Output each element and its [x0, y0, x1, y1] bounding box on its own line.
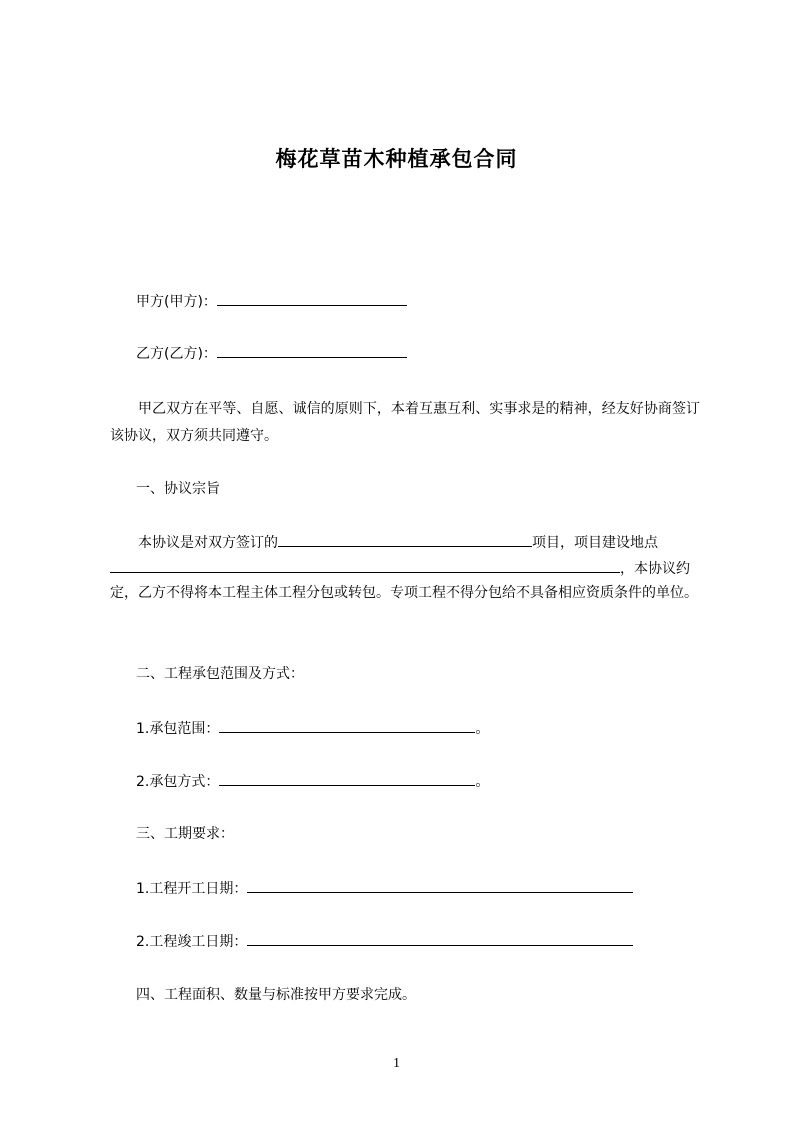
start-date-blank	[247, 878, 633, 893]
section-3-item-2	[136, 931, 700, 952]
section-1-text-a: 本协议是对双方签订的	[138, 535, 278, 551]
method-label: 2.承包方式：	[136, 774, 220, 790]
party-b-line	[136, 343, 700, 364]
scope-label: 1.承包范围：	[136, 721, 220, 737]
party-b-label: 乙方(乙方)：	[136, 346, 217, 362]
period-mark: 。	[475, 721, 490, 737]
section-1-paragraph: 定，乙方不得将本工程主体工程分包或转包。专项工程不得分包给不具备相应资质条件的单位。	[110, 585, 698, 601]
section-2-heading: 二、工程承包范围及方式：	[136, 666, 304, 682]
document-title: 梅花草苗木种植承包合同	[275, 147, 518, 171]
section-3-item-1	[136, 878, 700, 899]
section-1-line-2	[110, 558, 700, 579]
section-2-item-1	[136, 718, 700, 739]
section-1-text-c: ，本协议约	[620, 561, 690, 577]
start-date-label: 1.工程开工日期：	[136, 881, 248, 897]
section-1-line-1	[110, 532, 700, 553]
party-a-blank	[217, 291, 407, 306]
scope-blank	[219, 718, 475, 733]
party-a-line	[136, 291, 700, 312]
intro-paragraph: 甲乙双方在平等、自愿、诚信的原则下，本着互惠互利、实事求是的精神，经友好协商签订该协议，双方须共同遵守。	[110, 401, 700, 444]
section-1-heading: 一、协议宗旨	[136, 481, 220, 497]
party-b-blank	[217, 343, 407, 358]
section-1-text-b: 项目，项目建设地点	[532, 535, 658, 551]
project-site-blank	[110, 558, 620, 573]
section-2-item-2	[136, 771, 700, 792]
method-blank	[219, 771, 475, 786]
section-4-heading: 四、工程面积、数量与标准按甲方要求完成。	[136, 987, 416, 1003]
page-number: 1	[393, 1056, 400, 1071]
end-date-blank	[247, 931, 633, 946]
project-name-blank	[278, 532, 532, 547]
section-3-heading: 三、工期要求：	[136, 826, 234, 842]
period-mark: 。	[475, 774, 490, 790]
party-a-label: 甲方(甲方)：	[136, 294, 217, 310]
end-date-label: 2.工程竣工日期：	[136, 934, 248, 950]
